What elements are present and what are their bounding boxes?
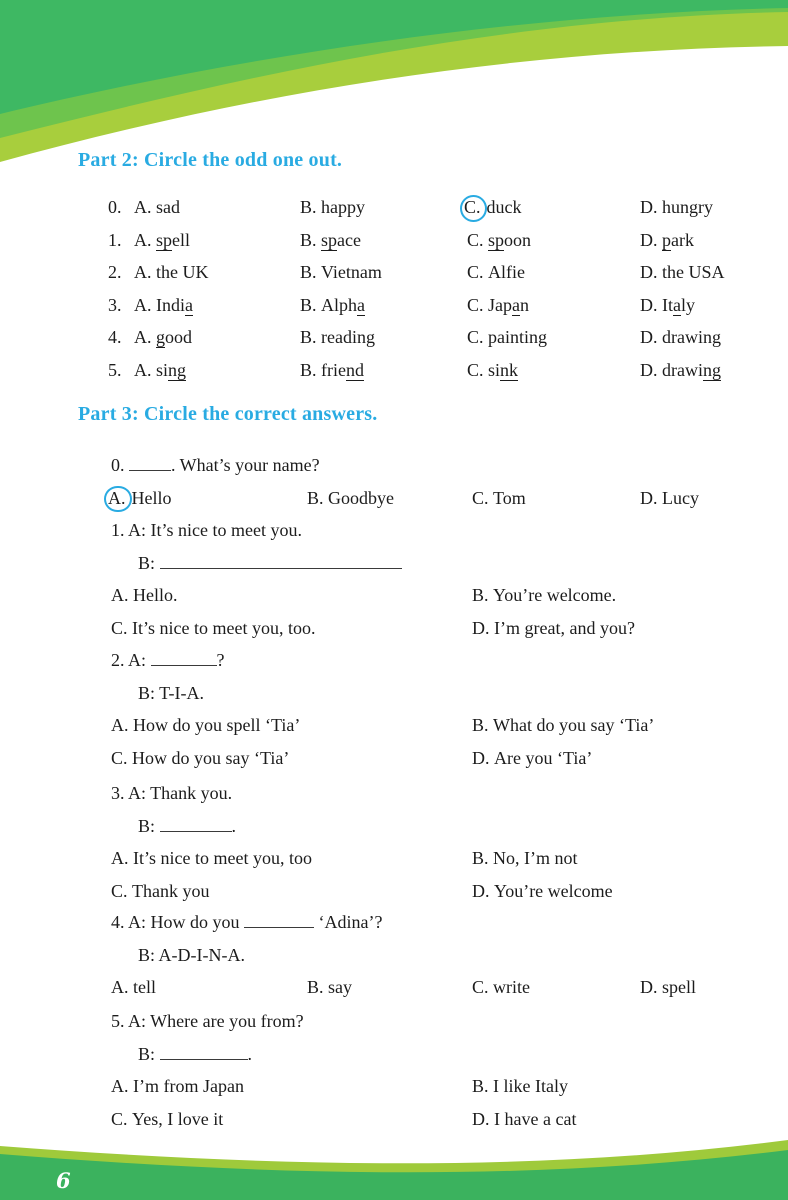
option-text: It’s nice to meet you, too.	[132, 617, 316, 638]
option	[472, 971, 640, 1004]
option	[300, 256, 467, 289]
underlined-letters: nk	[500, 359, 519, 380]
options-row	[111, 875, 780, 908]
text-segment: 0.	[111, 455, 129, 475]
options-row	[111, 709, 780, 742]
option-text: Are you ‘Tia’	[494, 747, 593, 768]
option-text: I’m from Japan	[133, 1076, 244, 1096]
option-text: You’re welcome	[494, 880, 613, 901]
option-text: Yes, I love it	[132, 1108, 224, 1129]
options-row	[111, 971, 780, 1004]
text-segment: ‘Adina’?	[314, 912, 383, 932]
text-segment: the UK	[156, 262, 209, 283]
option	[472, 612, 780, 645]
underlined-letters: p	[662, 229, 671, 250]
part2-odd-one-out-table	[0, 191, 788, 387]
option	[472, 709, 780, 742]
option	[640, 482, 780, 515]
text-segment: ood	[165, 327, 192, 348]
option-letter: A.	[111, 848, 129, 868]
option-text: How do you spell ‘Tia’	[133, 715, 301, 735]
text-segment: Alfie	[488, 262, 525, 283]
option-letter: D.	[640, 197, 658, 217]
option-letter: D.	[640, 229, 658, 250]
option	[111, 842, 472, 875]
option-letter: B.	[300, 229, 317, 250]
text-segment: Alph	[321, 294, 358, 315]
text-segment: .	[231, 815, 237, 836]
option	[472, 875, 780, 908]
dialogue-line	[111, 644, 780, 677]
option-letter: B.	[300, 262, 317, 283]
text-segment: ?	[216, 650, 225, 670]
text-segment: .	[247, 1043, 253, 1064]
underlined-letters: a	[185, 294, 193, 315]
question-number: 5.	[108, 359, 122, 380]
option	[111, 742, 472, 775]
answer-circle: C.	[460, 195, 487, 222]
page-number: 6	[56, 1168, 71, 1193]
option	[464, 191, 640, 224]
option-text: Hello	[131, 487, 172, 508]
option-letter: C.	[467, 294, 484, 315]
option-letter: B.	[307, 487, 324, 508]
option	[111, 579, 472, 612]
option	[640, 354, 788, 387]
option-text: say	[328, 977, 353, 997]
text-segment: ace	[337, 229, 361, 250]
option	[640, 224, 788, 257]
option	[467, 289, 640, 322]
option	[111, 709, 472, 742]
text-segment: si	[488, 359, 501, 380]
option	[134, 256, 300, 289]
option-letter: B.	[472, 715, 489, 735]
dialogue-line	[111, 777, 780, 810]
text-segment: 3. A: Thank you.	[111, 783, 233, 803]
footer-wave-graphic	[0, 1138, 788, 1200]
option-text: Lucy	[662, 487, 699, 508]
option-text: I’m great, and you?	[494, 617, 635, 638]
header-wave-graphic	[0, 0, 788, 170]
text-segment: painting	[488, 327, 548, 348]
option-letter: C.	[467, 359, 484, 380]
text-segment: happy	[321, 197, 366, 217]
option-letter: D.	[472, 1108, 490, 1129]
option	[300, 289, 467, 322]
question-number: 4.	[108, 327, 122, 348]
text-segment: 4. A: How do you	[111, 912, 245, 932]
underlined-letters: ng	[702, 359, 721, 380]
options-row	[111, 579, 780, 612]
text-segment: 1. A: It’s nice to meet you.	[111, 520, 302, 540]
blank-line	[244, 914, 314, 928]
blank-line	[129, 457, 171, 471]
option	[134, 224, 300, 257]
text-segment: Indi	[156, 294, 185, 315]
option-letter: A.	[134, 262, 152, 283]
text-segment: si	[156, 359, 169, 380]
option	[640, 191, 788, 224]
option-text: You’re welcome.	[493, 585, 617, 605]
odd-one-out-row	[0, 256, 788, 289]
text-segment: hungry	[662, 197, 713, 217]
question-number: 3.	[108, 294, 122, 315]
option	[300, 191, 467, 224]
text-segment: sad	[156, 197, 180, 217]
option	[472, 482, 640, 515]
dialogue-line	[111, 810, 780, 843]
option	[134, 191, 300, 224]
underlined-letters: ng	[168, 359, 187, 380]
option-letter: B.	[307, 977, 324, 997]
blank-line	[160, 1046, 248, 1060]
option-letter: A.	[134, 197, 152, 217]
option-letter: A.	[111, 977, 129, 997]
text-segment: reading	[321, 327, 375, 348]
dialogue-line	[111, 514, 780, 547]
text-segment: . What’s your name?	[171, 455, 320, 475]
options-row	[111, 1103, 780, 1136]
odd-one-out-row	[0, 191, 788, 224]
text-segment: Vietnam	[321, 262, 382, 283]
question-block	[108, 449, 780, 514]
option-letter: C.	[467, 262, 484, 283]
option	[307, 971, 472, 1004]
option-text: tell	[133, 977, 156, 997]
dialogue-line	[111, 906, 780, 939]
option-letter: D.	[640, 487, 658, 508]
option	[472, 579, 780, 612]
question-number: 1.	[108, 229, 122, 250]
option-text: No, I’m not	[493, 848, 578, 868]
options-row	[111, 742, 780, 775]
option-letter: A.	[134, 229, 152, 250]
option-letter: B.	[300, 327, 317, 348]
text-segment: B:	[138, 552, 160, 573]
question-block	[111, 777, 780, 907]
option-text: spell	[662, 977, 696, 997]
dialogue-line	[111, 1038, 780, 1071]
text-segment: 5. A: Where are you from?	[111, 1011, 304, 1031]
odd-one-out-row	[0, 354, 788, 387]
option-letter: D.	[640, 294, 658, 315]
option-letter: A.	[111, 715, 129, 735]
option-letter: A.	[134, 327, 152, 348]
option-text: I have a cat	[494, 1108, 577, 1129]
option	[108, 482, 307, 515]
text-segment: oon	[504, 229, 532, 250]
underlined-letters: g	[156, 327, 165, 348]
option	[134, 289, 300, 322]
option-letter: D.	[640, 262, 658, 283]
option-letter: C.	[467, 229, 484, 250]
blank-line	[160, 818, 232, 832]
odd-one-out-row	[0, 289, 788, 322]
odd-one-out-row	[0, 321, 788, 354]
underlined-letters: a	[357, 294, 366, 315]
option-letter: D.	[640, 977, 658, 997]
option	[300, 354, 467, 387]
option-text: It’s nice to meet you, too	[133, 848, 312, 868]
option	[111, 875, 472, 908]
question-number: 2.	[108, 262, 122, 283]
text-segment: B: T-I-A.	[138, 682, 205, 703]
text-segment: drawi	[662, 359, 703, 380]
options-row	[111, 842, 780, 875]
option-letter: C.	[111, 747, 128, 768]
option	[640, 971, 780, 1004]
text-segment: It	[662, 294, 673, 315]
option-letter: B.	[300, 197, 317, 217]
option-letter: A.	[134, 359, 152, 380]
part3-heading: Part 3: Circle the correct answers.	[78, 403, 378, 425]
option-letter: D.	[640, 359, 658, 380]
underlined-letters: nd	[346, 359, 364, 380]
option-letter: B.	[300, 359, 317, 380]
option-text: How do you say ‘Tia’	[132, 747, 290, 768]
underlined-letters: sp	[321, 229, 338, 250]
question-block	[111, 644, 780, 774]
option-letter: C.	[111, 880, 128, 901]
answer-circle: A.	[104, 486, 132, 513]
option	[467, 354, 640, 387]
option	[472, 1070, 780, 1103]
part2-heading: Part 2: Circle the odd one out.	[78, 149, 343, 171]
question-block	[111, 906, 780, 1004]
text-segment: frie	[321, 359, 346, 380]
text-segment: ly	[681, 294, 696, 315]
option-letter: C.	[472, 487, 489, 508]
option	[111, 971, 307, 1004]
option	[111, 1070, 472, 1103]
option-text: What do you say ‘Tia’	[493, 715, 655, 735]
text-segment: B: A-D-I-N-A.	[138, 944, 245, 965]
underlined-letters: sp	[488, 229, 505, 250]
text-segment: n	[520, 294, 530, 315]
blank-line	[151, 652, 217, 666]
odd-one-out-row	[0, 224, 788, 257]
option	[467, 256, 640, 289]
option	[111, 612, 472, 645]
option	[472, 1103, 780, 1136]
dialogue-line	[111, 677, 780, 710]
option-letter: A.	[111, 1076, 129, 1096]
dialogue-line	[111, 449, 780, 482]
option-letter: A.	[134, 294, 152, 315]
underlined-letters: a	[673, 294, 681, 315]
option	[300, 321, 467, 354]
option-letter: B.	[472, 848, 489, 868]
options-row	[111, 1070, 780, 1103]
underlined-letters: sp	[156, 229, 173, 250]
option-text: Tom	[493, 487, 526, 508]
text-segment: B:	[138, 815, 160, 836]
option-text: Goodbye	[328, 487, 395, 508]
blank-line	[160, 555, 402, 569]
text-segment: B:	[138, 1043, 160, 1064]
option-letter: C.	[472, 977, 489, 997]
text-segment: 2. A:	[111, 650, 151, 670]
option-letter: D.	[472, 880, 490, 901]
option-letter: D.	[472, 617, 490, 638]
option-letter: C.	[467, 327, 484, 348]
dialogue-line	[111, 547, 780, 580]
underlined-letters: a	[512, 294, 521, 315]
text-segment: Jap	[488, 294, 513, 315]
text-segment: duck	[486, 197, 522, 217]
options-row	[108, 482, 780, 515]
option	[134, 354, 300, 387]
text-segment: drawing	[662, 327, 721, 348]
option	[467, 321, 640, 354]
option	[640, 321, 788, 354]
option-letter: D.	[472, 747, 490, 768]
text-segment: the USA	[662, 262, 725, 283]
option	[300, 224, 467, 257]
option-letter: C.	[111, 617, 128, 638]
option	[134, 321, 300, 354]
option-text: write	[493, 977, 530, 997]
option	[467, 224, 640, 257]
question-block	[111, 514, 780, 644]
option-letter: D.	[640, 327, 658, 348]
dialogue-line	[111, 939, 780, 972]
option-letter: A.	[111, 585, 129, 605]
option-letter: C.	[111, 1108, 128, 1129]
question-block	[111, 1005, 780, 1135]
option	[307, 482, 472, 515]
text-segment: ell	[172, 229, 191, 250]
option	[640, 256, 788, 289]
option-text: Hello.	[133, 585, 178, 605]
option-letter: B.	[472, 585, 489, 605]
option-text: Thank you	[132, 880, 210, 901]
option	[111, 1103, 472, 1136]
text-segment: ark	[671, 229, 694, 250]
options-row	[111, 612, 780, 645]
option-letter: B.	[472, 1076, 489, 1096]
option-text: I like Italy	[493, 1076, 568, 1096]
option-letter: B.	[300, 294, 317, 315]
dialogue-line	[111, 1005, 780, 1038]
option	[472, 842, 780, 875]
option	[472, 742, 780, 775]
question-number: 0.	[108, 197, 122, 217]
option	[640, 289, 788, 322]
